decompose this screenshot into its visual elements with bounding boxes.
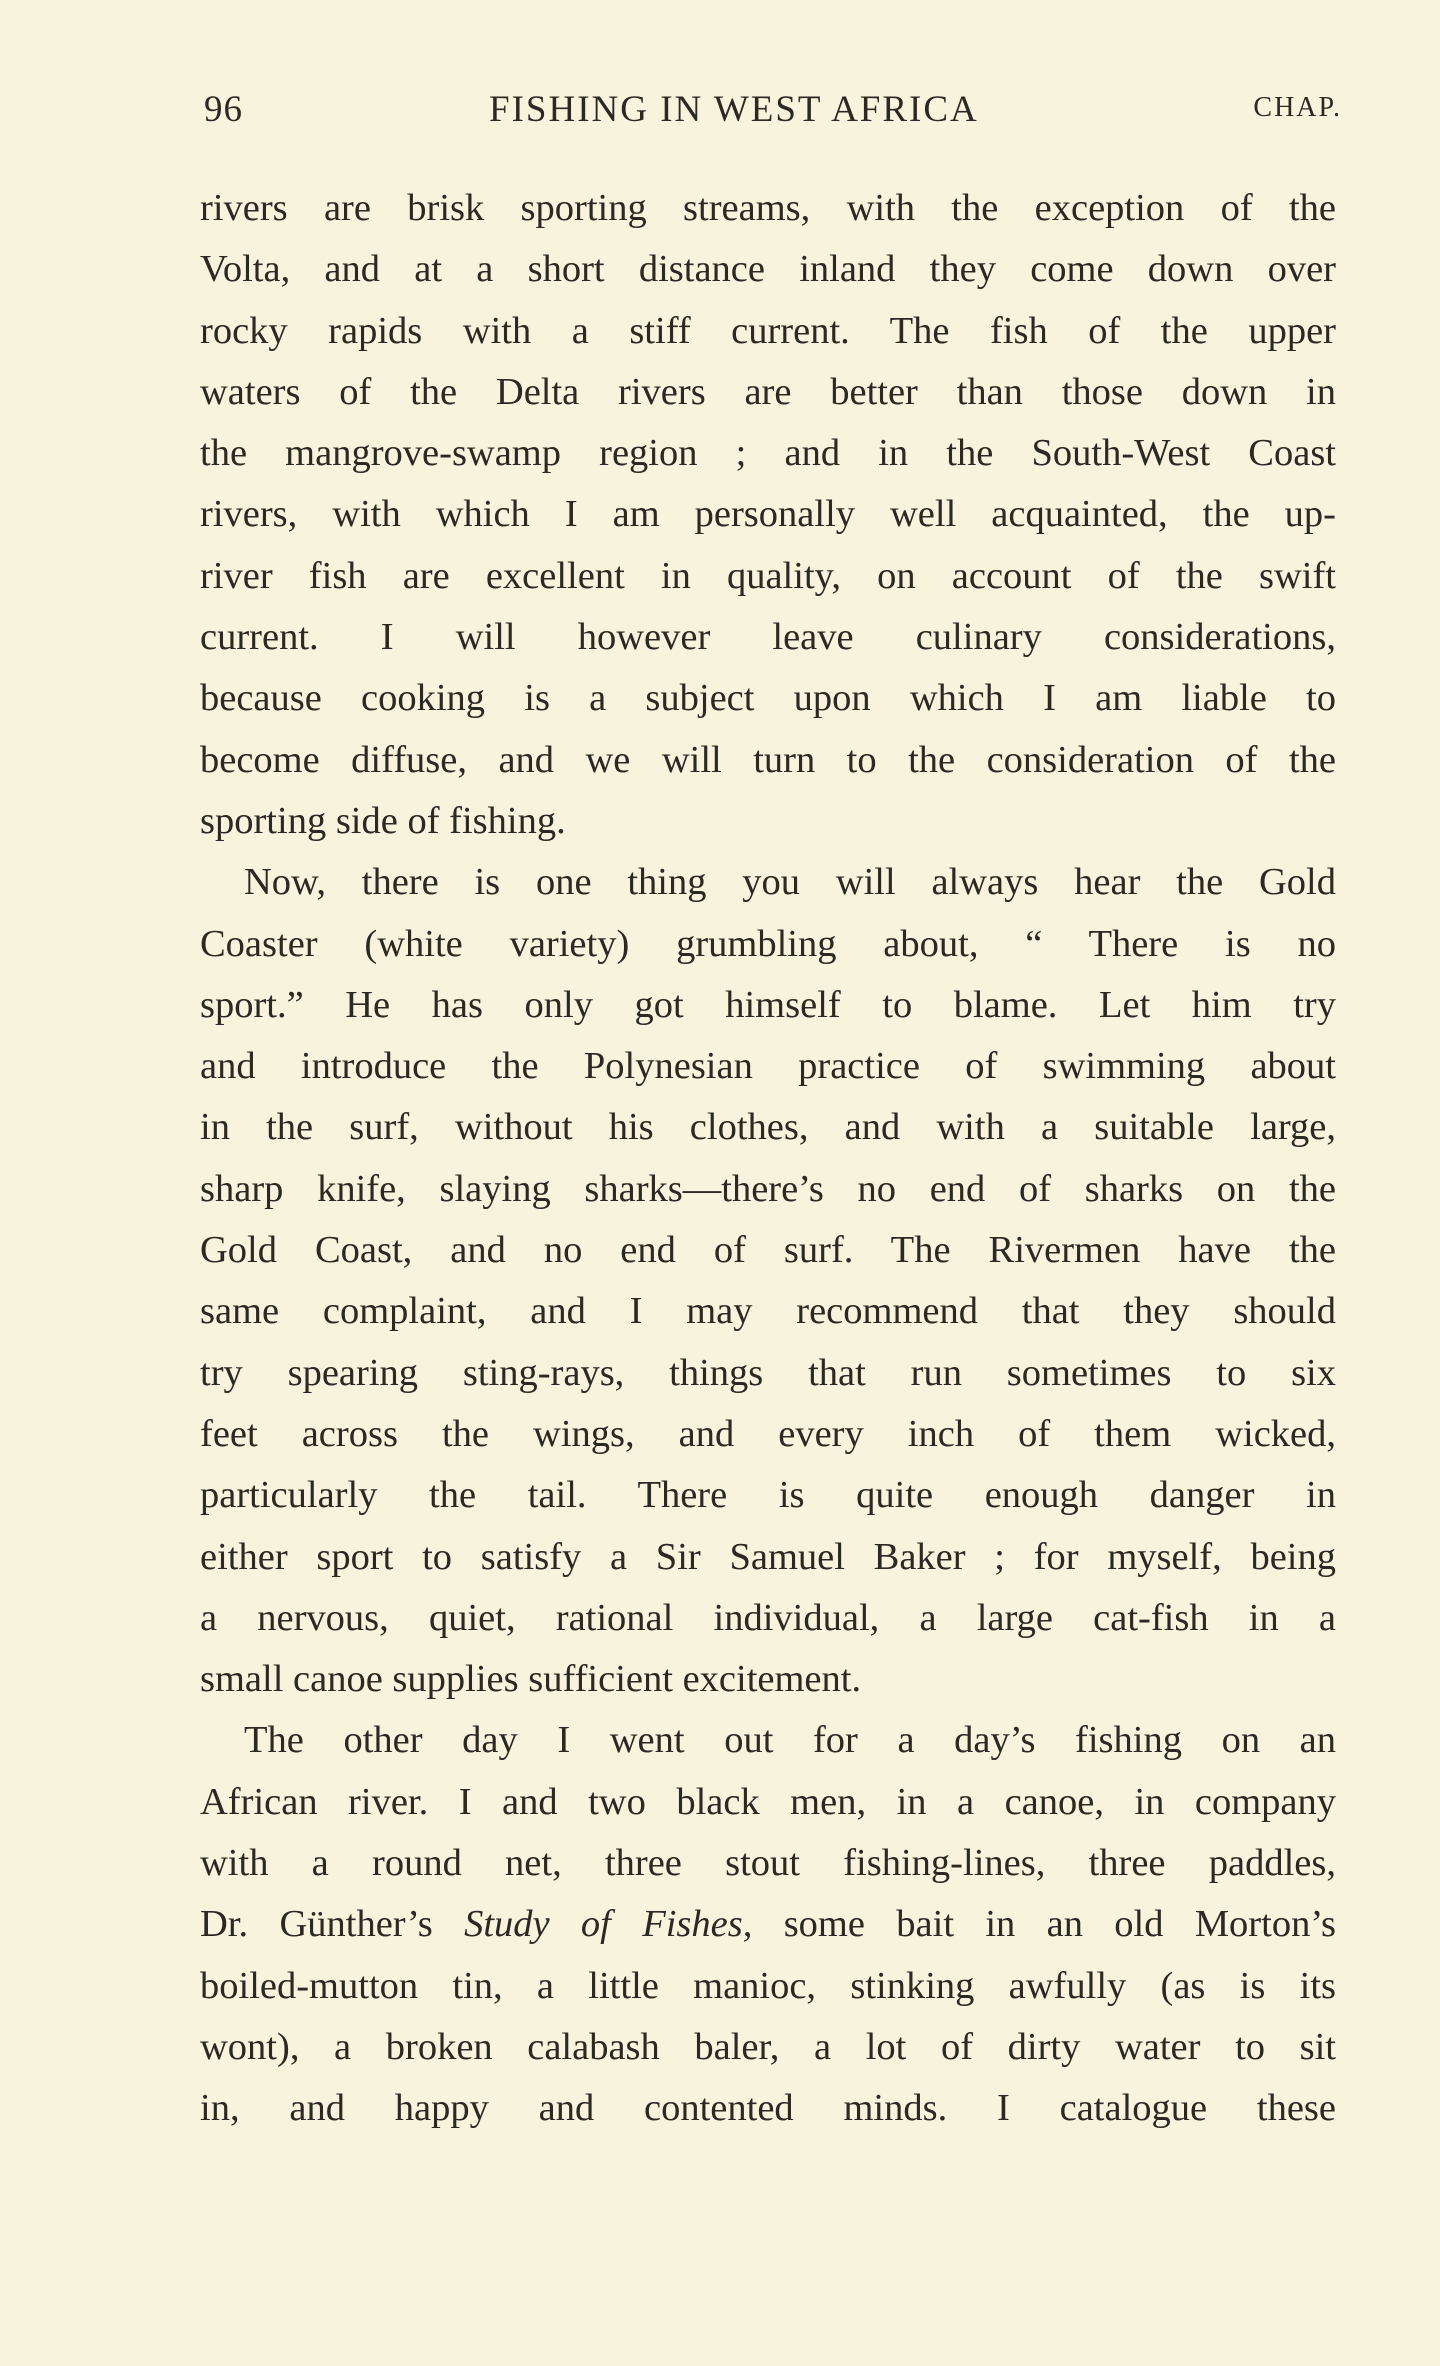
text-line: with a round net, three stout fishing-lines, three paddles, (200, 1842, 1336, 1885)
text-segment: Dr. Günther’s (200, 1903, 465, 1946)
text-line: rocky rapids with a stiff current. The fish of the upper (200, 309, 1336, 352)
italic-book-title: Study of Fishes, (464, 1903, 753, 1946)
text-line: either sport to satisfy a Sir Samuel Baker ; for myself, being (200, 1535, 1336, 1578)
page-number: 96 (204, 89, 243, 130)
text-line: in the surf, without his clothes, and with a suitable large, (200, 1106, 1336, 1149)
text-segment: some bait in an old Morton’s (752, 1903, 1336, 1946)
text-line: try spearing sting-rays, things that run sometimes to six (200, 1351, 1336, 1394)
text-line: feet across the wings, and every inch of them wicked, (200, 1412, 1336, 1455)
text-line: current. I will however leave culinary considerations, (200, 616, 1336, 659)
text-line: Volta, and at a short distance inland they come down over (200, 248, 1336, 291)
text-line: wont), a broken calabash baler, a lot of dirty water to sit (200, 2025, 1336, 2068)
running-title: FISHING IN WEST AFRICA (489, 89, 979, 130)
text-line: sharp knife, slaying sharks—there’s no end of sharks on the (200, 1167, 1336, 1210)
text-line: African river. I and two black men, in a canoe, in company (200, 1780, 1336, 1823)
text-line: a nervous, quiet, rational individual, a large cat-fish in a (200, 1596, 1336, 1639)
text-line: sporting side of fishing. (200, 799, 566, 842)
text-line: because cooking is a subject upon which I am liable to (200, 677, 1336, 720)
text-line: small canoe supplies sufficient excitement. (200, 1658, 862, 1701)
text-line: particularly the tail. There is quite enough danger in (200, 1474, 1336, 1517)
text-line: sport.” He has only got himself to blame. Let him try (200, 983, 1336, 1026)
text-line: Now, there is one thing you will always hear the Gold (244, 861, 1336, 904)
body-text (200, 178, 1336, 2140)
text-line: waters of the Delta rivers are better than those down in (200, 370, 1336, 413)
text-line: Coaster (white variety) grumbling about, “ There is no (200, 922, 1336, 965)
text-line: rivers, with which I am personally well acquainted, the up- (200, 493, 1336, 536)
text-line: become diffuse, and we will turn to the consideration of the (200, 738, 1336, 781)
text-line: and introduce the Polynesian practice of swimming about (200, 1045, 1336, 1088)
chapter-label: CHAP. (1253, 92, 1342, 123)
text-line-with-italic-title (200, 1894, 1336, 1955)
text-line: in, and happy and contented minds. I catalogue these (200, 2087, 1336, 2130)
text-line: the mangrove-swamp region ; and in the South-West Coast (200, 432, 1336, 475)
text-line: rivers are brisk sporting streams, with the exception of the (200, 187, 1336, 229)
text-line: Gold Coast, and no end of surf. The Rivermen have the (200, 1229, 1336, 1272)
text-line: boiled-mutton tin, a little manioc, stinking awfully (as is its (200, 1964, 1336, 2007)
text-line: same complaint, and I may recommend that they should (200, 1290, 1336, 1333)
running-header (204, 88, 1342, 138)
text-line: The other day I went out for a day’s fishing on an (244, 1719, 1336, 1762)
text-line: river fish are excellent in quality, on account of the swift (200, 554, 1336, 597)
